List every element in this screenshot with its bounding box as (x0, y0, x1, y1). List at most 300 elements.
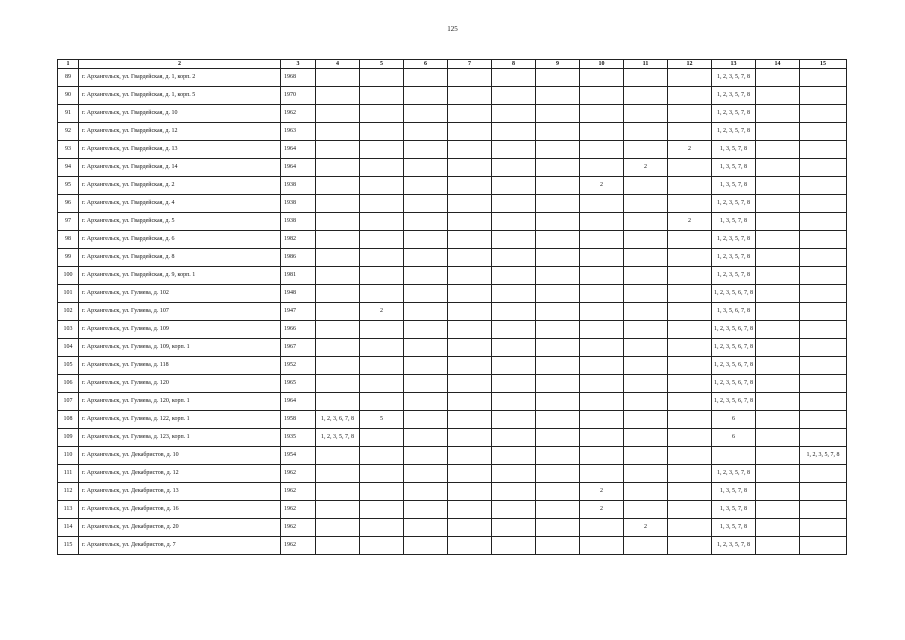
code-cell (536, 519, 580, 537)
code-cell (624, 465, 668, 483)
row-number-cell (58, 69, 79, 87)
code-cell (360, 213, 404, 231)
code-cell (668, 321, 712, 339)
year-cell (281, 213, 316, 231)
cell-text: 1, 2, 3, 5, 7, 8 (717, 236, 750, 242)
address-cell (79, 69, 281, 87)
code-cell (492, 393, 536, 411)
row-number-cell (58, 177, 79, 195)
code-cell (536, 177, 580, 195)
code-cell (404, 357, 448, 375)
code-cell (448, 519, 492, 537)
code-cell (492, 537, 536, 555)
code-cell (536, 537, 580, 555)
code-cell (360, 429, 404, 447)
row-number-cell (58, 159, 79, 177)
table-row (58, 501, 847, 519)
year-cell (281, 69, 316, 87)
cell-text: 1, 2, 3, 5, 7, 8 (717, 92, 750, 98)
code-cell (800, 195, 847, 213)
cell-text: 111 (63, 470, 73, 476)
code-cell (360, 87, 404, 105)
year-cell (281, 339, 316, 357)
code-cell (316, 465, 360, 483)
code-cell (756, 267, 800, 285)
code-cell (624, 483, 668, 501)
code-cell (624, 303, 668, 321)
cell-text: 1, 2, 3, 5, 6, 7, 8 (714, 290, 753, 296)
code-cell (624, 177, 668, 195)
code-cell (316, 375, 360, 393)
code-cell (492, 213, 536, 231)
code-cell (404, 285, 448, 303)
column-header: 11 (624, 60, 668, 69)
code-cell (404, 159, 448, 177)
code-cell (712, 429, 756, 447)
code-cell (316, 213, 360, 231)
row-number-cell (58, 375, 79, 393)
cell-text: 2 (688, 146, 691, 152)
year-cell (281, 501, 316, 519)
code-cell (580, 231, 624, 249)
code-cell (580, 69, 624, 87)
code-cell (360, 357, 404, 375)
code-cell (360, 285, 404, 303)
code-cell (580, 393, 624, 411)
cell-text: 104 (63, 344, 73, 350)
cell-text: 1, 2, 3, 5, 6, 7, 8 (714, 362, 753, 368)
code-cell (668, 141, 712, 159)
cell-text: 1965 (284, 380, 296, 386)
code-cell (536, 195, 580, 213)
address-cell (79, 87, 281, 105)
code-cell (756, 429, 800, 447)
code-cell (580, 537, 624, 555)
code-cell (404, 123, 448, 141)
table-row (58, 339, 847, 357)
code-cell (492, 177, 536, 195)
cell-text: г. Архангельск, ул. Гуляева, д. 123, корп. 1 (82, 434, 190, 440)
code-cell (404, 321, 448, 339)
address-cell (79, 267, 281, 285)
code-cell (316, 87, 360, 105)
code-cell (800, 357, 847, 375)
code-cell (624, 285, 668, 303)
cell-text: 1, 3, 5, 7, 8 (720, 164, 747, 170)
code-cell (800, 375, 847, 393)
code-cell (756, 69, 800, 87)
code-cell (668, 195, 712, 213)
code-cell (624, 375, 668, 393)
code-cell (712, 321, 756, 339)
cell-text: 110 (63, 452, 73, 458)
code-cell (404, 141, 448, 159)
code-cell (360, 501, 404, 519)
code-cell (624, 537, 668, 555)
cell-text: 97 (65, 218, 71, 224)
register-table (57, 59, 847, 555)
column-header: 4 (316, 60, 360, 69)
code-cell (492, 429, 536, 447)
code-cell (536, 105, 580, 123)
code-cell (800, 501, 847, 519)
code-cell (800, 447, 847, 465)
address-cell (79, 249, 281, 267)
code-cell (536, 231, 580, 249)
code-cell (448, 321, 492, 339)
code-cell (580, 447, 624, 465)
code-cell (800, 519, 847, 537)
table-row (58, 231, 847, 249)
code-cell (712, 285, 756, 303)
code-cell (756, 411, 800, 429)
cell-text: 6 (732, 434, 735, 440)
code-cell (360, 231, 404, 249)
code-cell (536, 339, 580, 357)
code-cell (536, 69, 580, 87)
code-cell (712, 267, 756, 285)
code-cell (712, 411, 756, 429)
code-cell (448, 393, 492, 411)
year-cell (281, 87, 316, 105)
code-cell (712, 177, 756, 195)
cell-text: 92 (65, 128, 71, 134)
address-cell (79, 429, 281, 447)
code-cell (360, 483, 404, 501)
code-cell (316, 267, 360, 285)
table-row (58, 303, 847, 321)
code-cell (580, 213, 624, 231)
cell-text: 1962 (284, 524, 296, 530)
year-cell (281, 519, 316, 537)
code-cell (668, 537, 712, 555)
table-row (58, 69, 847, 87)
cell-text: 1938 (284, 182, 296, 188)
table-row (58, 285, 847, 303)
code-cell (492, 231, 536, 249)
code-cell (668, 411, 712, 429)
code-cell (404, 231, 448, 249)
address-cell (79, 105, 281, 123)
cell-text: 1, 2, 3, 5, 6, 7, 8 (714, 380, 753, 386)
code-cell (800, 231, 847, 249)
year-cell (281, 429, 316, 447)
code-cell (800, 537, 847, 555)
cell-text: 1952 (284, 362, 296, 368)
code-cell (756, 303, 800, 321)
cell-text: 2 (644, 524, 647, 530)
address-cell (79, 393, 281, 411)
code-cell (712, 357, 756, 375)
address-cell (79, 339, 281, 357)
code-cell (404, 195, 448, 213)
code-cell (712, 303, 756, 321)
code-cell (668, 519, 712, 537)
code-cell (800, 105, 847, 123)
code-cell (316, 303, 360, 321)
row-number-cell (58, 105, 79, 123)
code-cell (580, 141, 624, 159)
code-cell (316, 231, 360, 249)
code-cell (448, 411, 492, 429)
code-cell (448, 195, 492, 213)
row-number-cell (58, 429, 79, 447)
column-header: 14 (756, 60, 800, 69)
code-cell (492, 141, 536, 159)
code-cell (624, 429, 668, 447)
cell-text: 2 (600, 182, 603, 188)
code-cell (800, 393, 847, 411)
table-row (58, 465, 847, 483)
row-number-cell (58, 303, 79, 321)
code-cell (492, 465, 536, 483)
code-cell (448, 123, 492, 141)
cell-text: 1954 (284, 452, 296, 458)
code-cell (536, 393, 580, 411)
address-cell (79, 177, 281, 195)
code-cell (800, 213, 847, 231)
code-cell (448, 69, 492, 87)
code-cell (360, 303, 404, 321)
row-number-cell (58, 519, 79, 537)
row-number-cell (58, 357, 79, 375)
code-cell (624, 87, 668, 105)
address-cell (79, 303, 281, 321)
cell-text: 2 (644, 164, 647, 170)
cell-text: 108 (63, 416, 73, 422)
address-cell (79, 141, 281, 159)
code-cell (360, 159, 404, 177)
address-cell (79, 411, 281, 429)
code-cell (448, 285, 492, 303)
code-cell (448, 159, 492, 177)
year-cell (281, 141, 316, 159)
table-row (58, 537, 847, 555)
cell-text: 2 (688, 218, 691, 224)
code-cell (580, 285, 624, 303)
code-cell (492, 303, 536, 321)
code-cell (756, 231, 800, 249)
code-cell (756, 195, 800, 213)
code-cell (536, 303, 580, 321)
cell-text: 1948 (284, 290, 296, 296)
code-cell (800, 483, 847, 501)
code-cell (800, 87, 847, 105)
cell-text: 1981 (284, 272, 296, 278)
code-cell (360, 393, 404, 411)
code-cell (800, 321, 847, 339)
cell-text: 6 (732, 416, 735, 422)
code-cell (360, 195, 404, 213)
code-cell (404, 267, 448, 285)
code-cell (624, 249, 668, 267)
code-cell (404, 393, 448, 411)
code-cell (448, 483, 492, 501)
table-row (58, 267, 847, 285)
year-cell (281, 231, 316, 249)
cell-text: 1962 (284, 506, 296, 512)
cell-text: г. Архангельск, ул. Декабристов, д. 16 (82, 506, 179, 512)
cell-text: 1, 2, 3, 5, 7, 8 (717, 470, 750, 476)
code-cell (448, 375, 492, 393)
code-cell (756, 213, 800, 231)
table-row (58, 177, 847, 195)
address-cell (79, 519, 281, 537)
cell-text: 2 (380, 308, 383, 314)
address-cell (79, 123, 281, 141)
year-cell (281, 195, 316, 213)
code-cell (316, 357, 360, 375)
cell-text: 91 (65, 110, 71, 116)
table-row (58, 483, 847, 501)
code-cell (492, 69, 536, 87)
code-cell (756, 375, 800, 393)
code-cell (756, 123, 800, 141)
code-cell (536, 141, 580, 159)
column-header: 7 (448, 60, 492, 69)
cell-text: 1, 3, 5, 7, 8 (720, 146, 747, 152)
code-cell (624, 393, 668, 411)
cell-text: г. Архангельск, ул. Гвардейская, д. 8 (82, 254, 175, 260)
row-number-cell (58, 465, 79, 483)
code-cell (448, 105, 492, 123)
column-header: 2 (79, 60, 281, 69)
address-cell (79, 483, 281, 501)
cell-text: г. Архангельск, ул. Декабристов, д. 10 (82, 452, 179, 458)
address-cell (79, 213, 281, 231)
code-cell (536, 285, 580, 303)
cell-text: 1, 3, 5, 7, 8 (720, 182, 747, 188)
code-cell (580, 429, 624, 447)
code-cell (712, 249, 756, 267)
column-header: 13 (712, 60, 756, 69)
code-cell (668, 303, 712, 321)
table-row (58, 249, 847, 267)
code-cell (756, 285, 800, 303)
code-cell (404, 519, 448, 537)
code-cell (448, 213, 492, 231)
table-row (58, 321, 847, 339)
code-cell (624, 501, 668, 519)
code-cell (668, 69, 712, 87)
column-header: 9 (536, 60, 580, 69)
code-cell (756, 393, 800, 411)
code-cell (316, 483, 360, 501)
cell-text: 1962 (284, 110, 296, 116)
cell-text: 1, 2, 3, 5, 7, 8 (717, 272, 750, 278)
code-cell (316, 285, 360, 303)
code-cell (316, 411, 360, 429)
code-cell (668, 375, 712, 393)
code-cell (756, 339, 800, 357)
code-cell (712, 519, 756, 537)
code-cell (800, 123, 847, 141)
code-cell (448, 303, 492, 321)
cell-text: 1, 2, 3, 5, 7, 8 (717, 542, 750, 548)
code-cell (580, 249, 624, 267)
code-cell (580, 339, 624, 357)
cell-text: 98 (65, 236, 71, 242)
address-cell (79, 501, 281, 519)
cell-text: г. Архангельск, ул. Гуляева, д. 122, корп. 1 (82, 416, 190, 422)
code-cell (712, 123, 756, 141)
row-number-cell (58, 249, 79, 267)
cell-text: 1, 3, 5, 7, 8 (720, 218, 747, 224)
code-cell (668, 87, 712, 105)
code-cell (712, 105, 756, 123)
code-cell (712, 339, 756, 357)
address-cell (79, 159, 281, 177)
code-cell (404, 69, 448, 87)
year-cell (281, 177, 316, 195)
code-cell (800, 285, 847, 303)
row-number-cell (58, 537, 79, 555)
table-row (58, 411, 847, 429)
code-cell (448, 267, 492, 285)
code-cell (448, 429, 492, 447)
cell-text: г. Архангельск, ул. Гвардейская, д. 1, корп. 5 (82, 92, 196, 98)
cell-text: 113 (63, 506, 73, 512)
cell-text: 115 (63, 542, 73, 548)
cell-text: 1, 2, 3, 6, 7, 8 (321, 416, 354, 422)
code-cell (756, 465, 800, 483)
row-number-cell (58, 321, 79, 339)
code-cell (756, 537, 800, 555)
cell-text: 1968 (284, 74, 296, 80)
code-cell (492, 339, 536, 357)
cell-text: г. Архангельск, ул. Декабристов, д. 13 (82, 488, 179, 494)
code-cell (536, 249, 580, 267)
code-cell (360, 267, 404, 285)
code-cell (316, 159, 360, 177)
cell-text: 1, 2, 3, 5, 7, 8 (717, 200, 750, 206)
year-cell (281, 105, 316, 123)
code-cell (756, 177, 800, 195)
cell-text: 1, 2, 3, 5, 7, 8 (717, 110, 750, 116)
code-cell (492, 321, 536, 339)
cell-text: 106 (63, 380, 73, 386)
cell-text: 5 (380, 416, 383, 422)
code-cell (668, 249, 712, 267)
column-header: 10 (580, 60, 624, 69)
code-cell (580, 483, 624, 501)
code-cell (360, 411, 404, 429)
code-cell (448, 231, 492, 249)
code-cell (580, 105, 624, 123)
cell-text: 93 (65, 146, 71, 152)
code-cell (756, 159, 800, 177)
column-header: 12 (668, 60, 712, 69)
code-cell (360, 375, 404, 393)
code-cell (712, 69, 756, 87)
code-cell (316, 105, 360, 123)
cell-text: 1963 (284, 128, 296, 134)
code-cell (492, 411, 536, 429)
cell-text: 114 (63, 524, 73, 530)
code-cell (316, 195, 360, 213)
cell-text: г. Архангельск, ул. Гвардейская, д. 2 (82, 182, 175, 188)
code-cell (624, 519, 668, 537)
code-cell (316, 249, 360, 267)
table-row (58, 123, 847, 141)
code-cell (668, 447, 712, 465)
code-cell (712, 141, 756, 159)
code-cell (492, 249, 536, 267)
year-cell (281, 411, 316, 429)
row-number-cell (58, 393, 79, 411)
code-cell (712, 537, 756, 555)
code-cell (536, 447, 580, 465)
